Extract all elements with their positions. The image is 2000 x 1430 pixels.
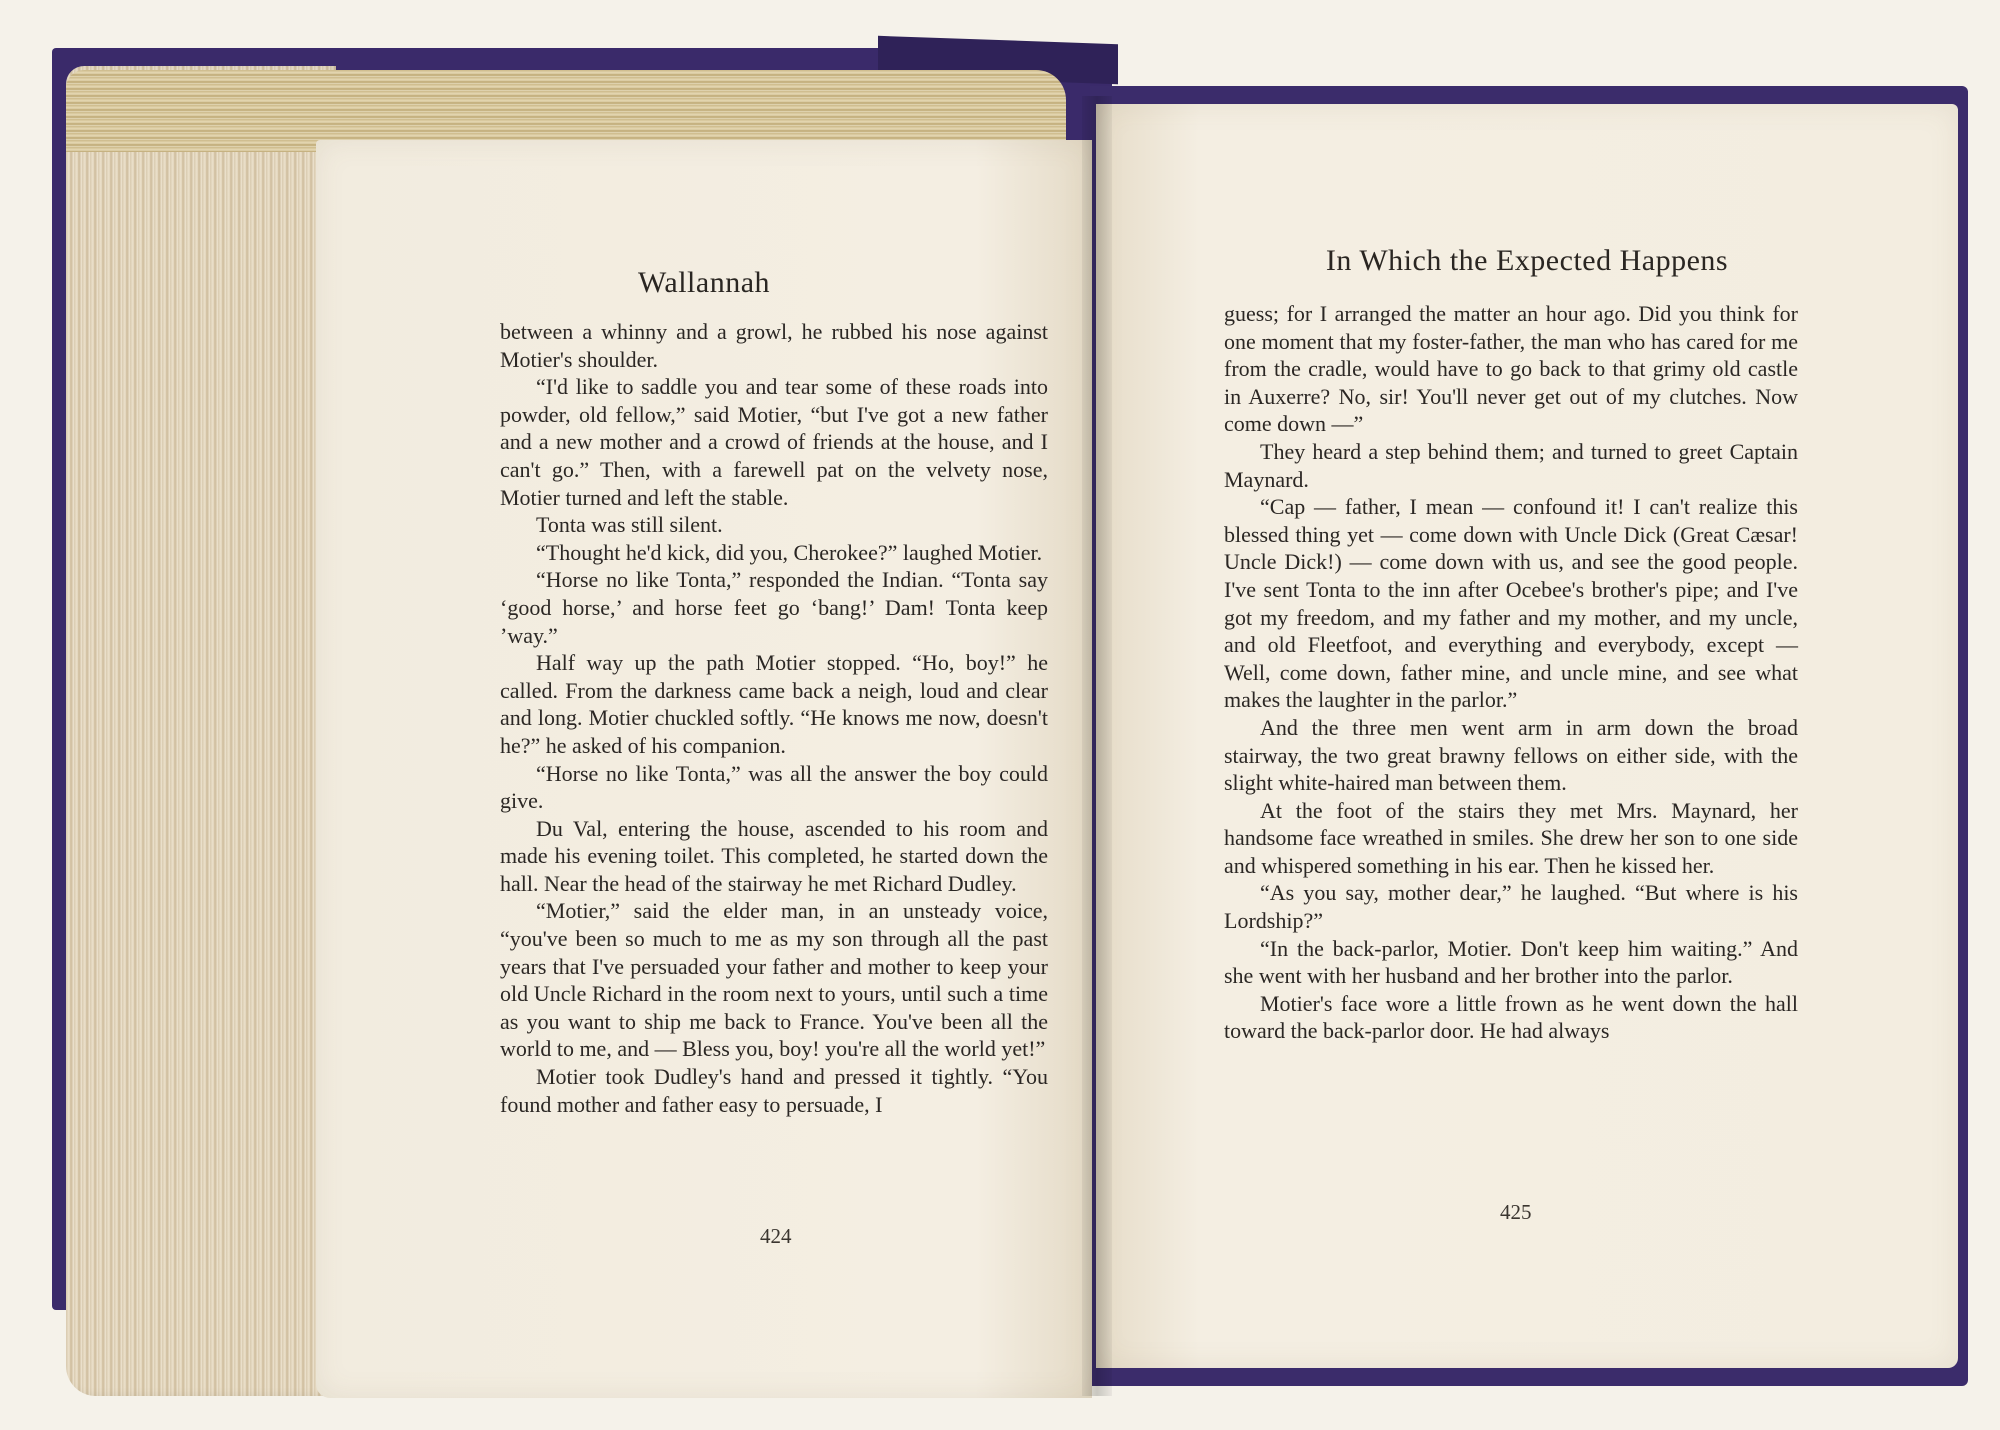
paragraph: They heard a step behind them; and turned to greet Captain Maynard.: [1224, 438, 1798, 492]
paragraph: “I'd like to saddle you and tear some of these roads into powder, old fellow,” said Motier, “but I've got a new father and a new mother and a crowd of friends at the house, and I can't go.” Then, with a farewell pat on the velvety nose, Motier turned and left the stable.: [500, 374, 1048, 510]
right-page-number: 425: [1500, 1200, 1532, 1224]
right-page: [1096, 104, 1958, 1368]
paragraph: “Thought he'd kick, did you, Cherokee?” laughed Motier.: [536, 539, 1043, 565]
paragraph: “Horse no like Tonta,” was all the answer the boy could give.: [500, 760, 1048, 814]
paragraph: At the foot of the stairs they met Mrs. Maynard, her handsome face wreathed in smiles. She drew her son to one side and whispered something in his ear. Then he kissed her.: [1224, 797, 1798, 878]
paragraph: Half way up the path Motier stopped. “Ho, boy!” he called. From the darkness came back a neigh, loud and clear and long. Motier chuckled softly. “He knows me now, doesn't he?” he asked of his companion.: [500, 650, 1048, 758]
paragraph: guess; for I arranged the matter an hour ago. Did you think for one moment that my foster-father, the man who has cared for me from the cradle, would have to go back to that grimy old castle in Auxerre? No, sir! You'll never get out of my clutches. Now come down —”: [1224, 301, 1798, 437]
paragraph: And the three men went arm in arm down the broad stairway, the two great brawny fellows on either side, with the slight white-haired man between them.: [1224, 714, 1798, 796]
paragraph: “Cap — father, I mean — confound it! I can't realize this blessed thing yet — come down with Uncle Dick (Great Cæsar! Uncle Dick!) — come down with us, and see the good people. I've sent Tonta to the inn after Ocebee's brother's pipe; and I've got my freedom, and my father and my mother, and my uncle, and old Fleetfoot, and everything and everybody, except — Well, come down, father mine, and uncle mine, and see what makes the laughter in the parlor.”: [1224, 494, 1798, 713]
paragraph: between a whinny and a growl, he rubbed his nose against Motier's shoulder.: [500, 319, 1048, 372]
paragraph: “In the back-parlor, Motier. Don't keep him waiting.” And she went with her husband and her brother into the parlor.: [1224, 935, 1798, 989]
left-page-number: 424: [760, 1224, 792, 1248]
paragraph: “As you say, mother dear,” he laughed. “But where is his Lordship?”: [1224, 880, 1798, 934]
paragraph: Motier took Dudley's hand and pressed it tightly. “You found mother and father easy to persuade, I: [500, 1064, 1048, 1117]
paragraph: Du Val, entering the house, ascended to his room and made his evening toilet. This completed, he started down the hall. Near the head of the stairway he met Richard Dudley.: [500, 815, 1048, 896]
left-page: [316, 140, 1092, 1398]
right-running-head: In Which the Expected Happens: [1325, 244, 1729, 277]
left-text-block: [500, 318, 1048, 1118]
page-edges-stack: [66, 66, 336, 1396]
right-text-block: [1224, 300, 1798, 1045]
left-running-head: Wallannah: [637, 266, 771, 299]
paragraph: Tonta was still silent.: [536, 512, 723, 538]
paragraph: “Horse no like Tonta,” responded the Indian. “Tonta say ‘good horse,’ and horse feet go ‘bang!’ Dam! Tonta keep ’way.”: [500, 567, 1048, 648]
paragraph: “Motier,” said the elder man, in an unsteady voice, “you've been so much to me as my son through all the past years that I've persuaded your father and mother to keep your old Uncle Richard in the room next to yours, until such a time as you want to ship me back to France. You've been all the world to me, and — Bless you, boy! you're all the world yet!”: [500, 898, 1048, 1062]
book-gutter: [1082, 96, 1112, 1396]
paragraph: Motier's face wore a little frown as he went down the hall toward the back-parlor door. He had always: [1224, 990, 1798, 1044]
